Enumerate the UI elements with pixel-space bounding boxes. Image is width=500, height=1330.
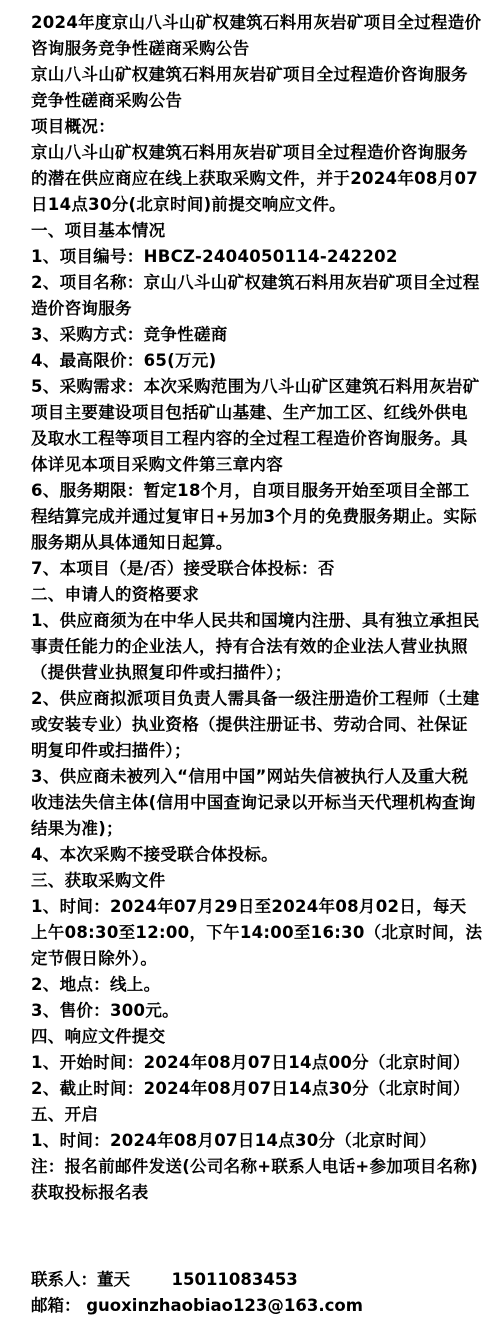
section-item: 2、供应商拟派项目负责人需具备一级注册造价工程师（土建或安装专业）执业资格（提供注册证书、劳动合同、社保证明复印件或扫描件）； <box>31 689 480 760</box>
section-item: 7、本项目（是/否）接受联合体投标：否 <box>31 559 335 578</box>
section-item: 5、采购需求：本次采购范围为八斗山矿区建筑石料用灰岩矿项目主要建设项目包括矿山基建、生产加工区、红线外供电及取水工程等项目工程内容的全过程工程造价咨询服务。具体详见本项目采购文件第三章内容 <box>31 377 480 474</box>
overview-text: 京山八斗山矿权建筑石料用灰岩矿项目全过程造价咨询服务的潜在供应商应在线上获取采购文件，并于2024年08月07日14点30分(北京时间)前提交响应文件。 <box>31 143 479 214</box>
section-item: 1、时间：2024年07月29日至2024年08月02日，每天上午08:30至12:00，下午14:00至16:30（北京时间，法定节假日除外）。 <box>31 897 483 968</box>
document-body <box>31 10 483 1206</box>
section-item: 2、地点：线上。 <box>31 975 161 994</box>
announcement-title: 2024年度京山八斗山矿权建筑石料用灰岩矿项目全过程造价咨询服务竞争性磋商采购公告 <box>31 13 482 58</box>
announcement-subtitle: 京山八斗山矿权建筑石料用灰岩矿项目全过程造价咨询服务竞争性磋商采购公告 <box>31 65 468 110</box>
section-item: 3、采购方式：竞争性磋商 <box>31 325 228 344</box>
registration-note: 注：报名前邮件发送(公司名称+联系人电话+参加项目名称)获取投标报名表 <box>31 1157 479 1202</box>
contact-email-line <box>31 1292 363 1316</box>
contact-phone: 15011083453 <box>171 1270 298 1289</box>
section-heading: 一、项目基本情况 <box>31 221 166 240</box>
section-heading: 五、开启 <box>31 1105 99 1124</box>
section-heading: 二、申请人的资格要求 <box>31 585 199 604</box>
contact-person-line <box>31 1266 298 1290</box>
contact-email: guoxinzhaobiao123@163.com <box>86 1296 363 1315</box>
section-item: 1、供应商须为在中华人民共和国境内注册、具有独立承担民事责任能力的企业法人，持有合法有效的企业法人营业执照（提供营业执照复印件或扫描件）； <box>31 611 480 682</box>
section-item: 3、供应商未被列入“信用中国”网站失信被执行人及重大税收违法失信主体(信用中国查询记录以开标当天代理机构查询结果为准)； <box>31 767 476 838</box>
section-item: 4、本次采购不接受联合体投标。 <box>31 845 278 864</box>
section-item: 6、服务期限：暂定18个月，自项目服务开始至项目全部工程结算完成并通过复审日+另加3个月的免费服务期止。实际服务期从具体通知日起算。 <box>31 481 477 552</box>
section-item: 1、开始时间：2024年08月07日14点00分（北京时间） <box>31 1053 470 1072</box>
section-item: 3、售价：300元。 <box>31 1001 179 1020</box>
email-label: 邮箱： <box>31 1296 81 1315</box>
section-item: 1、项目编号：HBCZ-2404050114-242202 <box>31 247 398 266</box>
section-item: 2、项目名称：京山八斗山矿权建筑石料用灰岩矿项目全过程造价咨询服务 <box>31 273 480 318</box>
overview-heading: 项目概况： <box>31 117 115 136</box>
section-heading: 三、获取采购文件 <box>31 871 166 890</box>
section-item: 4、最高限价：65(万元) <box>31 351 217 370</box>
section-item: 2、截止时间：2024年08月07日14点30分（北京时间） <box>31 1079 470 1098</box>
section-heading: 四、响应文件提交 <box>31 1027 166 1046</box>
contact-person: 联系人：董天 <box>31 1270 130 1289</box>
section-item: 1、时间：2024年08月07日14点30分（北京时间） <box>31 1131 437 1150</box>
